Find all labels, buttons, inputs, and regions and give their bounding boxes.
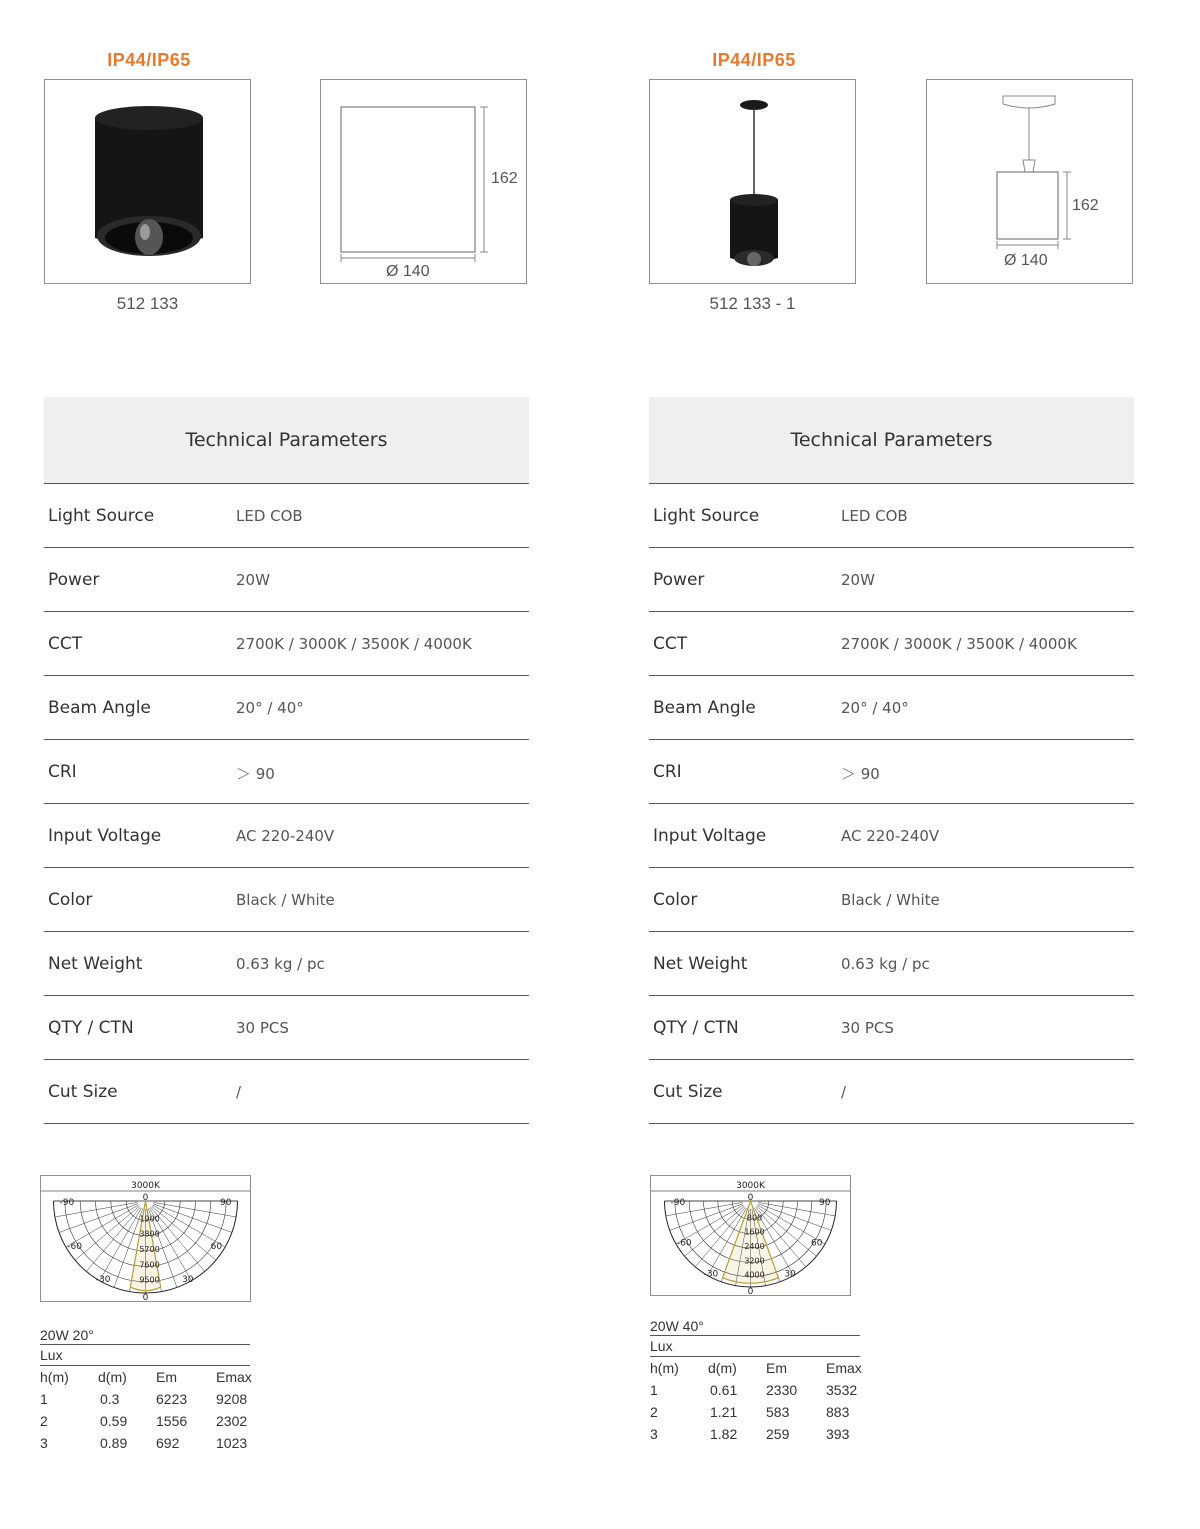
table-row [44,548,529,612]
parameter-label: Color [653,890,698,910]
table-row [649,740,1134,804]
parameter-label: Net Weight [653,954,748,974]
parameter-label: Light Source [48,506,155,526]
parameter-label: Input Voltage [653,826,767,846]
parameter-value: AC 220-240V [236,827,335,845]
table-row [649,676,1134,740]
angle-label: 0 [747,1193,754,1203]
height-dimension: 162 [491,170,518,187]
lux-cell: 6223 [156,1391,188,1407]
lux-table-1 [40,1326,250,1454]
table-row [44,932,529,996]
lux-header-row [650,1357,860,1379]
parameter-value: 2700K / 3000K / 3500K / 4000K [236,635,472,653]
parameter-label: CCT [48,634,83,654]
table-row [649,612,1134,676]
ip-rating-label: IP44/IP65 [712,50,796,70]
lux-cell: 692 [156,1435,180,1451]
table-row [649,804,1134,868]
angle-label: 60 [210,1241,223,1252]
ring-value-label: 800 [746,1213,763,1223]
cct-label: 3000K [736,1181,765,1191]
table-row [44,740,529,804]
dimension-drawing-svg [927,80,1134,285]
parameter-label: CCT [653,634,688,654]
parameter-value: 20° / 40° [236,699,304,717]
parameter-value: AC 220-240V [841,827,940,845]
table-title: Technical Parameters [44,397,529,484]
pendant-light-icon [650,80,857,285]
lux-cell: 2302 [216,1413,248,1429]
table-row [649,996,1134,1060]
parameter-label: Power [653,570,705,590]
dimension-drawing [320,79,527,284]
ring-value-label: 5700 [139,1245,160,1254]
lux-cell: 3 [650,1426,658,1442]
angle-label: 90 [819,1198,831,1208]
parameter-value: ＞ 90 [841,765,880,783]
lux-cell: 1 [650,1382,658,1398]
diameter-dimension: Ø 140 [386,263,430,280]
product-code: 512 133 [116,294,179,313]
table-row [44,484,529,548]
parameter-label: Color [48,890,93,910]
table-row [649,868,1134,932]
height-dimension: 162 [1072,197,1099,214]
lux-cell: 0.89 [100,1435,128,1451]
lux-cell: 3 [40,1435,48,1451]
angle-label: 90 [220,1198,232,1208]
table-row [44,996,529,1060]
diameter-dimension: Ø 140 [1004,252,1048,269]
polar-diagram-2 [650,1175,851,1296]
lux-cell: 0.3 [100,1391,120,1407]
lux-row [40,1410,250,1432]
angle-label: 60 [810,1238,823,1249]
table-row [44,868,529,932]
lux-header-row [40,1366,250,1388]
lux-row [650,1423,860,1445]
lux-header-cell: Em [156,1369,177,1385]
angle-label: 0 [747,1287,754,1295]
table-row [44,804,529,868]
lux-cell: 9208 [216,1391,248,1407]
technical-parameters-table-1 [44,397,529,1124]
product-block-1 [44,0,534,330]
parameter-value: / [841,1083,847,1101]
angle-label: -60 [676,1238,692,1249]
lux-header-cell: h(m) [40,1369,69,1385]
lux-cell: 0.59 [100,1413,128,1429]
polar-diagram-1 [40,1175,251,1302]
parameter-label: Input Voltage [48,826,162,846]
angle-label: -30 [703,1269,719,1280]
angle-label: -60 [67,1241,83,1252]
grid-radial [86,1207,140,1271]
table-title: Technical Parameters [649,397,1134,484]
ring-value-label: 7600 [139,1260,160,1270]
parameter-value: ＞ 90 [236,765,275,783]
lux-cell: 2 [40,1413,48,1429]
parameter-label: CRI [48,762,77,782]
lux-row [40,1388,250,1410]
angle-label: -90 [59,1198,75,1208]
lux-cell: 2330 [766,1382,798,1398]
ring-value-label: 3200 [744,1256,765,1266]
lux-cell: 583 [766,1404,790,1420]
lux-header-cell: Emax [216,1369,252,1385]
grid-radial [152,1206,216,1260]
lux-cell: 0.61 [710,1382,738,1398]
table-row [649,548,1134,612]
parameter-label: CRI [653,762,682,782]
lux-cell: 1023 [216,1435,248,1451]
angle-label: -30 [95,1274,111,1285]
table-row [649,484,1134,548]
table-row [649,1060,1134,1124]
parameter-label: Light Source [653,506,760,526]
table-row [649,932,1134,996]
parameter-value: LED COB [236,507,303,525]
angle-label: -90 [670,1198,686,1208]
product-block-2 [649,0,1139,330]
parameter-label: Cut Size [653,1082,723,1102]
angle-label: 30 [182,1274,194,1285]
parameter-value: 0.63 kg / pc [236,955,325,973]
product-code: 512 133 - 1 [709,294,796,313]
table-row [44,676,529,740]
lux-cell: 2 [650,1404,658,1420]
lux-header-cell: Emax [826,1360,862,1376]
parameter-value: Black / White [236,891,335,909]
parameter-value: 2700K / 3000K / 3500K / 4000K [841,635,1077,653]
lux-cell: 1 [40,1391,48,1407]
lux-cell: 1556 [156,1413,188,1429]
table-row [44,612,529,676]
parameter-value: LED COB [841,507,908,525]
dimension-drawing [926,79,1133,284]
lux-row [650,1401,860,1423]
parameter-value: 30 PCS [841,1019,894,1037]
ring-value-label: 1600 [744,1227,765,1237]
parameter-value: 20W [841,571,875,589]
technical-parameters-table-2 [649,397,1134,1124]
lux-title: 20W 20° [40,1326,250,1345]
polar-chart-svg [651,1176,850,1295]
parameter-label: Power [48,570,100,590]
product-photo [649,79,856,284]
lux-cell: 883 [826,1404,850,1420]
lux-header-cell: Em [766,1360,787,1376]
parameter-label: QTY / CTN [48,1018,134,1038]
parameter-label: Beam Angle [653,698,756,718]
angle-label: 0 [142,1293,149,1301]
lux-cell: 1.21 [710,1404,738,1420]
lux-header-cell: d(m) [708,1360,737,1376]
parameter-value: 20° / 40° [841,699,909,717]
parameter-value: 0.63 kg / pc [841,955,930,973]
lux-cell: 1.82 [710,1426,738,1442]
ip-rating-label: IP44/IP65 [107,50,191,70]
lux-cell: 3532 [826,1382,858,1398]
parameter-value: 30 PCS [236,1019,289,1037]
product-photo [44,79,251,284]
angle-label: 0 [142,1193,149,1203]
angle-label: 30 [784,1269,796,1280]
ring-value-label: 3800 [139,1229,160,1239]
parameter-value: Black / White [841,891,940,909]
grid-radial [75,1206,139,1260]
ceiling-downlight-icon [45,80,252,285]
table-row [44,1060,529,1124]
lux-cell: 259 [766,1426,790,1442]
lux-header-cell: d(m) [98,1369,127,1385]
polar-chart-svg [41,1176,250,1301]
parameter-label: Beam Angle [48,698,151,718]
lux-title: 20W 40° [650,1317,860,1336]
ring-value-label: 1900 [139,1214,160,1224]
parameter-label: Cut Size [48,1082,118,1102]
ring-value-label: 2400 [744,1242,765,1251]
ring-value-label: 9500 [139,1275,160,1285]
parameter-label: QTY / CTN [653,1018,739,1038]
cct-label: 3000K [131,1181,160,1191]
parameter-label: Net Weight [48,954,143,974]
dimension-drawing-svg [321,80,528,285]
lux-table-2 [650,1317,860,1445]
lux-row [650,1379,860,1401]
parameter-value: 20W [236,571,270,589]
lux-cell: 393 [826,1426,850,1442]
lux-unit: Lux [650,1336,860,1357]
parameter-value: / [236,1083,242,1101]
lux-unit: Lux [40,1345,250,1366]
lux-row [40,1432,250,1454]
ring-value-label: 4000 [744,1270,765,1280]
lux-header-cell: h(m) [650,1360,679,1376]
